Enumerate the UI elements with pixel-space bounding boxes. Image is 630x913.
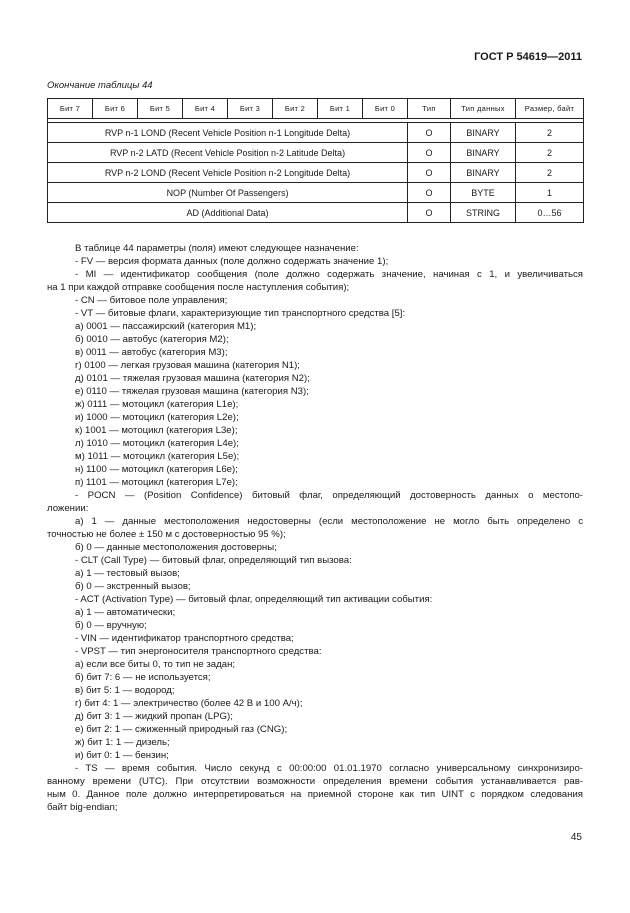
header-cell: Бит 0	[363, 99, 408, 119]
text-line: ж) 0111 — мотоцикл (категория L1e);	[75, 399, 239, 410]
datatype-cell: STRING	[451, 203, 516, 223]
size-cell: 0…56	[516, 203, 584, 223]
text-line: б) 0 — экстренный вызов;	[75, 581, 191, 592]
header-cell: Размер, байт	[516, 99, 584, 119]
body-text	[47, 242, 583, 814]
text-line: - ACT (Activation Type) — битовый флаг, определяющий тип активации события:	[75, 594, 433, 605]
text-line: байт big-endian;	[47, 802, 118, 813]
table-row	[48, 143, 584, 163]
text-line: ж) бит 1: 1 — дизель;	[75, 737, 170, 748]
size-cell: 2	[516, 143, 584, 163]
text-line: а) 1 — автоматически;	[75, 607, 176, 618]
text-line: - CLT (Call Type) — битовый флаг, определяющий тип вызова:	[75, 555, 352, 566]
page-number: 45	[570, 832, 582, 843]
text-line: д) бит 3: 1 — жидкий пропан (LPG);	[75, 711, 233, 722]
text-line: и) 1000 — мотоцикл (категория L2e);	[75, 412, 239, 423]
text-line: на 1 при каждой отправке сообщения после наступления события);	[47, 282, 350, 293]
data-table	[47, 98, 584, 223]
table-row	[48, 203, 584, 223]
type-cell: O	[408, 183, 451, 203]
header-cell: Бит 6	[93, 99, 138, 119]
datatype-cell: BYTE	[451, 183, 516, 203]
type-cell: O	[408, 143, 451, 163]
text-line: ложении:	[47, 503, 89, 514]
table-caption: Окончание таблицы 44	[47, 80, 153, 91]
standard-number: ГОСТ Р 54619—2011	[474, 51, 582, 63]
text-line: п) 1101 — мотоцикл (категория L7e);	[75, 477, 238, 488]
text-line: м) 1011 — мотоцикл (категория L5e);	[75, 451, 240, 462]
text-line: б) бит 7: 6 — не используется;	[75, 672, 211, 683]
table-row	[48, 123, 584, 143]
header-cell: Бит 2	[273, 99, 318, 119]
text-line: б) 0 — данные местоположения достоверны;	[75, 542, 277, 553]
text-line: - CN — битовое поле управления;	[75, 295, 228, 306]
text-line: - POCN — (Position Confidence) битовый флаг, определяющий достоверность данных о местопо-	[75, 490, 583, 501]
text-line: - MI — идентификатор сообщения (поле должно содержать значение, начиная с 1, и увеличиваться	[75, 269, 583, 280]
text-line: а) если все биты 0, то тип не задан;	[75, 659, 236, 670]
type-cell: O	[408, 123, 451, 143]
text-line: В таблице 44 параметры (поля) имеют следующее назначение:	[75, 243, 359, 254]
text-line: ванному времени (UTC). При отсутствии возможности определения времени события устанавливается рав-	[47, 776, 583, 787]
text-line: н) 1100 — мотоцикл (категория L6e);	[75, 464, 238, 475]
type-cell: O	[408, 163, 451, 183]
text-line: л) 1010 — мотоцикл (категория L4e);	[75, 438, 239, 449]
field-name-cell: RVP n-1 LOND (Recent Vehicle Position n-1 Longitude Delta)	[48, 123, 408, 143]
text-line: и) бит 0: 1 — бензин;	[75, 750, 169, 761]
text-line: а) 0001 — пассажирский (категория M1);	[75, 321, 257, 332]
header-cell: Тип данных	[451, 99, 516, 119]
header-cell: Бит 4	[183, 99, 228, 119]
table-row	[48, 183, 584, 203]
text-line: е) бит 2: 1 — сжиженный природный газ (CNG);	[75, 724, 288, 735]
text-line: - TS — время события. Число секунд с 00:00:00 01.01.1970 согласно универсальному синхронизиро-	[75, 763, 583, 774]
text-line: а) 1 — тестовый вызов;	[75, 568, 180, 579]
text-line: - VPST — тип энергоносителя транспортного средства:	[75, 646, 322, 657]
text-line: точностью не более ± 150 м с достоверностью 95 %);	[47, 529, 286, 540]
field-name-cell: AD (Additional Data)	[48, 203, 408, 223]
size-cell: 2	[516, 123, 584, 143]
text-line: а) 1 — данные местоположения недостоверны (если местоположение не могло быть определено с	[75, 516, 583, 527]
table-header-row	[48, 99, 584, 119]
text-line: в) бит 5: 1 — водород;	[75, 685, 175, 696]
text-line: - VT — битовые флаги, характеризующие тип транспортного средства [5]:	[75, 308, 406, 319]
field-name-cell: RVP n-2 LOND (Recent Vehicle Position n-2 Longitude Delta)	[48, 163, 408, 183]
field-name-cell: NOP (Number Of Passengers)	[48, 183, 408, 203]
text-line: к) 1001 — мотоцикл (категория L3e);	[75, 425, 238, 436]
table-row	[48, 163, 584, 183]
text-line: г) бит 4: 1 — электричество (более 42 В и 100 А/ч);	[75, 698, 303, 709]
text-line: - FV — версия формата данных (поле должно содержать значение 1);	[75, 256, 389, 267]
field-name-cell: RVP n-2 LATD (Recent Vehicle Position n-2 Latitude Delta)	[48, 143, 408, 163]
text-line: г) 0100 — легкая грузовая машина (категория N1);	[75, 360, 300, 371]
text-line: б) 0010 — автобус (категория M2);	[75, 334, 229, 345]
header-cell: Бит 5	[138, 99, 183, 119]
text-line: е) 0110 — тяжелая грузовая машина (категория N3);	[75, 386, 309, 397]
header-cell: Бит 1	[318, 99, 363, 119]
text-line: д) 0101 — тяжелая грузовая машина (категория N2);	[75, 373, 310, 384]
text-line: б) 0 — вручную;	[75, 620, 147, 631]
size-cell: 2	[516, 163, 584, 183]
datatype-cell: BINARY	[451, 143, 516, 163]
text-line: - VIN — идентификатор транспортного средства;	[75, 633, 294, 644]
datatype-cell: BINARY	[451, 163, 516, 183]
text-line: в) 0011 — автобус (категория M3);	[75, 347, 228, 358]
header-cell: Бит 3	[228, 99, 273, 119]
type-cell: O	[408, 203, 451, 223]
text-line: ным 0. Данное поле должно интерпретироваться на приемной стороне как тип UINT с порядком следования	[47, 789, 583, 800]
header-cell: Бит 7	[48, 99, 93, 119]
size-cell: 1	[516, 183, 584, 203]
datatype-cell: BINARY	[451, 123, 516, 143]
header-cell: Тип	[408, 99, 451, 119]
